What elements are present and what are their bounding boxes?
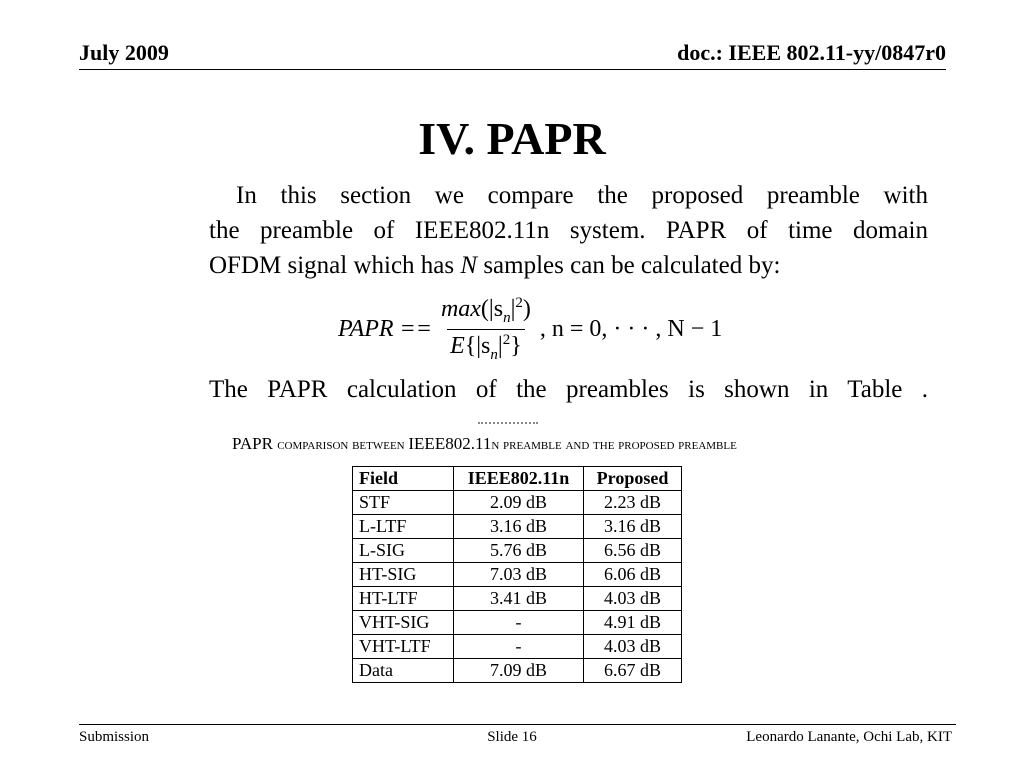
formula-den-open: {|s — [464, 332, 491, 359]
field-cell: VHT-LTF — [353, 635, 454, 659]
formula-num-sup: 2 — [515, 294, 523, 311]
intro-line-3 — [209, 248, 928, 283]
ieee-value-cell: - — [454, 611, 584, 635]
formula-den-sup: 2 — [502, 331, 511, 348]
ieee-value-cell: 3.41 dB — [454, 587, 584, 611]
field-cell: L-SIG — [353, 539, 454, 563]
caption-comparison: comparison between — [277, 437, 409, 453]
ieee-value-cell: 2.09 dB — [454, 491, 584, 515]
table-row — [353, 515, 682, 539]
formula-num-close: ) — [522, 295, 531, 322]
table-row — [353, 635, 682, 659]
formula-den-sub: n — [490, 346, 498, 363]
proposed-value-cell: 6.67 dB — [584, 659, 682, 683]
formula-denominator — [447, 329, 525, 364]
proposed-value-cell: 6.56 dB — [584, 539, 682, 563]
formula-numerator — [438, 295, 534, 329]
header-date: July 2009 — [79, 40, 169, 65]
papr-comparison-table — [352, 466, 682, 683]
ieee-value-cell: - — [454, 635, 584, 659]
caption-rest: n preamble and the proposed preamble — [491, 437, 737, 453]
ieee-value-cell: 3.16 dB — [454, 515, 584, 539]
column-header-field: Field — [353, 467, 454, 491]
table-reference-paragraph: The PAPR calculation of the preambles is shown in Table . — [209, 376, 928, 403]
proposed-value-cell: 4.03 dB — [584, 635, 682, 659]
field-cell: Data — [353, 659, 454, 683]
table-row — [353, 659, 682, 683]
footer-author: Leonardo Lanante, Ochi Lab, KIT — [746, 729, 952, 745]
formula-den-bar: | — [497, 332, 503, 359]
table-row — [353, 491, 682, 515]
field-cell: L-LTF — [353, 515, 454, 539]
table-row — [353, 539, 682, 563]
table-row — [353, 611, 682, 635]
formula-fraction — [438, 295, 534, 364]
slide-title: IV. PAPR — [418, 113, 606, 164]
formula-num-bar: | — [510, 295, 516, 322]
intro-line-1: In this section we compare the proposed preamble with — [236, 182, 928, 209]
formula-num-open: (|s — [480, 295, 504, 322]
cropped-text-artifact — [478, 414, 538, 424]
footer-slide-number: Slide 16 — [487, 729, 537, 745]
formula-expectation: E — [450, 332, 465, 359]
variable-n: N — [460, 252, 478, 279]
field-cell: STF — [353, 491, 454, 515]
ieee-value-cell: 7.03 dB — [454, 563, 584, 587]
formula-num-sub: n — [503, 309, 511, 326]
table-row — [353, 587, 682, 611]
formula-max: max — [440, 295, 481, 322]
column-header-ieee80211n: IEEE802.11n — [454, 467, 584, 491]
caption-standard: IEEE802.11 — [408, 434, 492, 453]
proposed-value-cell: 4.91 dB — [584, 611, 682, 635]
field-cell: VHT-SIG — [353, 611, 454, 635]
header-doc-id: doc.: IEEE 802.11-yy/0847r0 — [677, 40, 946, 65]
column-header-proposed: Proposed — [584, 467, 682, 491]
table-row — [353, 563, 682, 587]
proposed-value-cell: 3.16 dB — [584, 515, 682, 539]
intro-line-3-end: samples can be calculated by: — [477, 252, 781, 279]
intro-paragraph — [209, 178, 928, 283]
formula-range: , n = 0, · · · , N − 1 — [539, 315, 723, 342]
ieee-value-cell: 7.09 dB — [454, 659, 584, 683]
intro-line-3-start: OFDM signal which has — [209, 252, 461, 279]
table-caption — [232, 434, 737, 454]
ieee-value-cell: 5.76 dB — [454, 539, 584, 563]
header-divider — [79, 69, 946, 70]
field-cell: HT-SIG — [353, 563, 454, 587]
formula-den-close: } — [510, 332, 522, 359]
field-cell: HT-LTF — [353, 587, 454, 611]
proposed-value-cell: 4.03 dB — [584, 587, 682, 611]
footer-submission: Submission — [79, 729, 150, 745]
intro-line-2: the preamble of IEEE802.11n system. PAPR of time domain — [209, 217, 928, 244]
papr-formula — [338, 294, 722, 364]
formula-lhs: PAPR == — [338, 315, 432, 342]
caption-papr: PAPR — [232, 434, 278, 453]
table-header-row — [353, 467, 682, 491]
proposed-value-cell: 6.06 dB — [584, 563, 682, 587]
proposed-value-cell: 2.23 dB — [584, 491, 682, 515]
footer-divider — [79, 724, 956, 725]
